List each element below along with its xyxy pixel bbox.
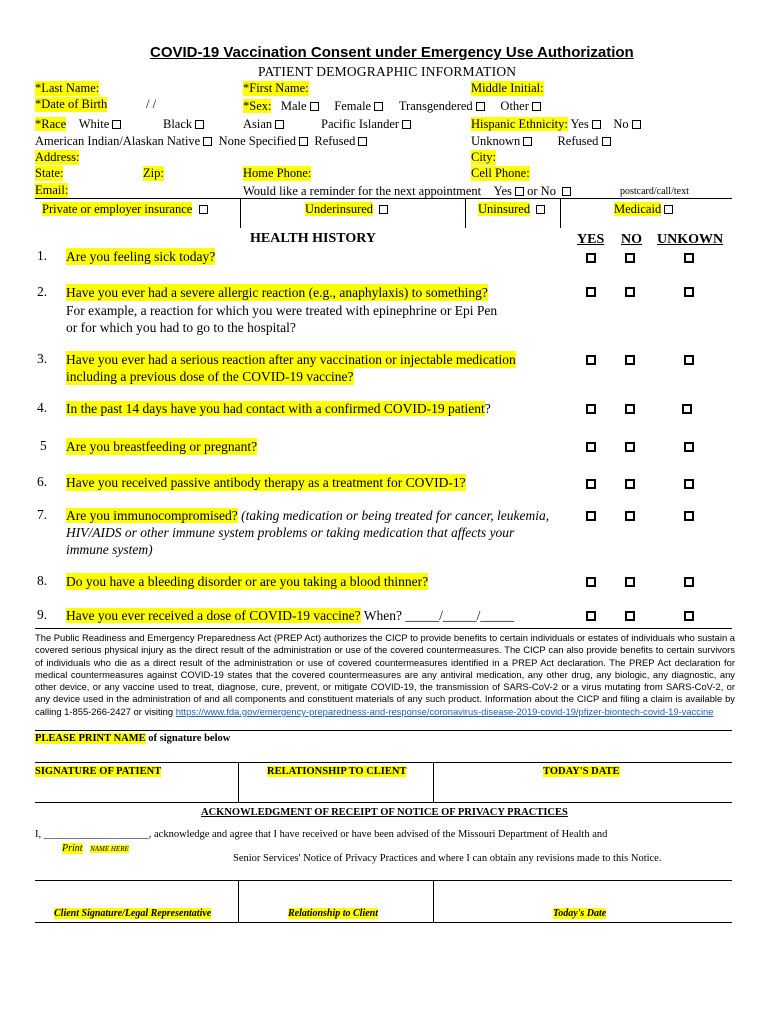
unknown-label: Unknown [471, 134, 521, 148]
white-checkbox[interactable] [112, 120, 121, 129]
other-label: Other [500, 99, 529, 113]
q9-unknown-checkbox[interactable] [684, 611, 694, 621]
insurance-top-line [35, 198, 732, 199]
hispanic-no-label: No [613, 117, 629, 131]
question-1-text: Are you feeling sick today? [66, 249, 216, 264]
reminder-yes-checkbox[interactable] [515, 187, 524, 196]
print-label: Print [62, 843, 83, 854]
q8-yes-checkbox[interactable] [586, 577, 596, 587]
reminder-label: Would like a reminder for the next appointment [243, 184, 482, 198]
question-number: 5 [40, 438, 47, 453]
signature-top-line [35, 730, 732, 731]
male-checkbox[interactable] [310, 102, 319, 111]
question-number: 3. [37, 351, 48, 366]
transgendered-label: Transgendered [398, 99, 473, 113]
signature-row-line [35, 762, 732, 763]
q4-no-checkbox[interactable] [625, 404, 635, 414]
middle-initial-label[interactable]: Middle Initial: [471, 81, 544, 95]
relationship-to-client-label[interactable]: RELATIONSHIP TO CLIENT [267, 766, 407, 777]
dob-slashes: / / [146, 97, 157, 111]
insurance-divider-1 [240, 198, 241, 228]
q9-no-checkbox[interactable] [625, 611, 635, 621]
none-specified-checkbox[interactable] [299, 137, 308, 146]
american-indian-label: American Indian/Alaskan Native [35, 134, 201, 148]
question-2-sub1: For example, a reaction for which you were treated with epinephrine or Epi Pen [66, 303, 498, 318]
question-number: 8. [37, 573, 48, 588]
client-signature-label[interactable]: Client Signature/Legal Representative [54, 908, 212, 919]
transgendered-checkbox[interactable] [476, 102, 485, 111]
black-label: Black [163, 117, 193, 131]
todays-date-label[interactable]: TODAY'S DATE [543, 766, 620, 777]
q2-unknown-checkbox[interactable] [684, 287, 694, 297]
col-unknown: UNKOWN [657, 232, 724, 247]
female-label: Female [334, 99, 372, 113]
question-3-text: Have you ever had a serious reaction after any vaccination or injectable medication [66, 352, 516, 367]
question-number: 1. [37, 248, 48, 263]
black-checkbox[interactable] [195, 120, 204, 129]
question-number: 2. [37, 284, 48, 299]
q2-yes-checkbox[interactable] [586, 287, 596, 297]
question-number: 7. [37, 507, 48, 522]
question-4-main: In the past 14 days have you had contact with a confirmed COVID-19 patient [66, 401, 485, 416]
q3-unknown-checkbox[interactable] [684, 355, 694, 365]
underinsured-label: Underinsured [305, 202, 374, 216]
asian-checkbox[interactable] [275, 120, 284, 129]
race-row [35, 117, 121, 132]
private-insurance-option [42, 202, 208, 217]
email-label[interactable]: Email: [35, 183, 69, 197]
insurance-divider-3 [560, 198, 561, 228]
question-7-sub2: immune system) [66, 542, 153, 557]
sex-label: *Sex: [243, 99, 272, 113]
none-specified-label: None Specified [218, 134, 296, 148]
reminder-row [243, 184, 571, 199]
q3-yes-checkbox[interactable] [586, 355, 596, 365]
privacy-sig-line [35, 880, 732, 881]
question-9-text [66, 607, 514, 624]
last-name-label[interactable]: *Last Name: [35, 81, 100, 95]
q2-no-checkbox[interactable] [625, 287, 635, 297]
signature-divider-2 [433, 762, 434, 802]
q5-unknown-checkbox[interactable] [684, 442, 694, 452]
question-4-tail: ? [484, 401, 491, 416]
q8-unknown-checkbox[interactable] [684, 577, 694, 587]
q7-no-checkbox[interactable] [625, 511, 635, 521]
white-label: White [78, 117, 110, 131]
date-label[interactable]: Today's Date [553, 908, 607, 919]
private-insurance-label: Private or employer insurance [42, 202, 193, 216]
reminder-or: or [527, 184, 538, 198]
refused-checkbox[interactable] [358, 137, 367, 146]
pacific-islander-label: Pacific Islander [321, 117, 400, 131]
asian-label: Asian [243, 117, 273, 131]
uninsured-checkbox[interactable] [536, 205, 545, 214]
hispanic-ethnicity-label: Hispanic Ethnicity: [471, 117, 568, 131]
race-row-2 [35, 134, 367, 149]
dob-label[interactable]: *Date of Birth [35, 97, 108, 111]
female-checkbox[interactable] [374, 102, 383, 111]
privacy-line-2: Senior Services' Notice of Privacy Practices and where I can obtain any revisions made to this Notice. [233, 853, 662, 864]
signature-divider-1 [238, 762, 239, 802]
print-name-suffix: of signature below [145, 733, 231, 744]
col-yes: YES [577, 232, 605, 247]
race-label: *Race [35, 117, 67, 131]
privacy-divider-1 [238, 880, 239, 922]
hispanic-yes-checkbox[interactable] [592, 120, 601, 129]
form-title: COVID-19 Vaccination Consent under Emergency Use Authorization [150, 44, 634, 61]
insurance-divider-2 [465, 198, 466, 228]
sex-row [243, 99, 541, 114]
q1-no-checkbox[interactable] [625, 253, 635, 263]
refused2-checkbox[interactable] [602, 137, 611, 146]
prep-act-paragraph [35, 632, 735, 718]
q8-no-checkbox[interactable] [625, 577, 635, 587]
demographics-heading: PATIENT DEMOGRAPHIC INFORMATION [258, 64, 517, 79]
pacific-islander-checkbox[interactable] [402, 120, 411, 129]
other-checkbox[interactable] [532, 102, 541, 111]
question-3-text2: including a previous dose of the COVID-19 vaccine? [66, 369, 354, 384]
legal-top-line [35, 628, 732, 629]
home-phone-label[interactable]: Home Phone: [243, 166, 312, 180]
privacy-top-line [35, 802, 732, 803]
question-7-tail: (taking medication or being treated for cancer, leukemia, [237, 508, 550, 523]
question-2-sub2: or for which you had to go to the hospital? [66, 320, 296, 335]
question-number: 4. [37, 400, 48, 415]
question-5-text: Are you breastfeeding or pregnant? [66, 439, 258, 454]
hispanic-row [471, 117, 641, 132]
name-here-label: NAME HERE [90, 845, 129, 853]
question-7-main: Are you immunocompromised? [66, 508, 238, 523]
medicaid-option [614, 202, 673, 217]
q4-unknown-checkbox[interactable] [682, 404, 692, 414]
col-no: NO [621, 232, 642, 247]
state-label[interactable]: State: [35, 166, 64, 180]
q9-yes-checkbox[interactable] [586, 611, 596, 621]
reminder-no-label: No [540, 184, 556, 198]
private-insurance-checkbox[interactable] [199, 205, 208, 214]
relationship-label[interactable]: Relationship to Client [288, 908, 379, 919]
american-indian-checkbox[interactable] [203, 137, 212, 146]
q5-yes-checkbox[interactable] [586, 442, 596, 452]
question-7-text [66, 507, 549, 524]
q1-unknown-checkbox[interactable] [684, 253, 694, 263]
cell-phone-label[interactable]: Cell Phone: [471, 166, 530, 180]
city-label[interactable]: City: [471, 150, 497, 164]
hispanic-no-checkbox[interactable] [632, 120, 641, 129]
black-option [163, 117, 204, 132]
question-number: 9. [37, 607, 48, 622]
print-name-label: PLEASE PRINT NAME [35, 733, 146, 744]
q1-yes-checkbox[interactable] [586, 253, 596, 263]
question-2-text: Have you ever had a severe allergic reaction (e.g., anaphylaxis) to something? [66, 285, 488, 300]
question-9-tail: When? _____/_____/_____ [360, 608, 515, 623]
zip-label[interactable]: Zip: [143, 166, 164, 180]
asian-option [243, 117, 284, 132]
reminder-yes-label: Yes [493, 184, 512, 198]
q6-no-checkbox[interactable] [625, 479, 635, 489]
q6-unknown-checkbox[interactable] [684, 479, 694, 489]
q5-no-checkbox[interactable] [625, 442, 635, 452]
address-label[interactable]: Address: [35, 150, 80, 164]
uninsured-label: Uninsured [478, 202, 531, 216]
underinsured-checkbox[interactable] [379, 205, 388, 214]
privacy-bottom-line [35, 922, 732, 923]
pacific-islander-option [321, 117, 411, 132]
male-label: Male [280, 99, 307, 113]
signature-of-patient-label[interactable]: SIGNATURE OF PATIENT [35, 766, 162, 777]
uninsured-option [478, 202, 545, 217]
print-name-row [35, 733, 230, 744]
q7-yes-checkbox[interactable] [586, 511, 596, 521]
refused-label: Refused [314, 134, 356, 148]
fda-link[interactable]: https://www.fda.gov/emergency-preparedness-and-response/coronavirus-disease-2019-covid-19/pfizer-biontech-covid-19-vaccine [175, 705, 714, 717]
question-8-text: Do you have a bleeding disorder or are you taking a blood thinner? [66, 574, 429, 589]
question-number: 6. [37, 474, 48, 489]
underinsured-option [305, 202, 388, 217]
unknown-checkbox[interactable] [523, 137, 532, 146]
question-9-main: Have you ever received a dose of COVID-19 vaccine? [66, 608, 361, 623]
q4-yes-checkbox[interactable] [586, 404, 596, 414]
privacy-line-1: I, ____________________, acknowledge and agree that I have received or have been advised of the Missouri Department of Health and [35, 829, 608, 840]
hispanic-yes-label: Yes [570, 117, 589, 131]
privacy-heading: ACKNOWLEDGMENT OF RECEIPT OF NOTICE OF PRIVACY PRACTICES [201, 807, 568, 818]
q6-yes-checkbox[interactable] [586, 479, 596, 489]
question-4-text [66, 400, 491, 417]
q3-no-checkbox[interactable] [625, 355, 635, 365]
health-history-heading: HEALTH HISTORY [250, 231, 376, 246]
first-name-label[interactable]: *First Name: [243, 81, 309, 95]
refused2-label: Refused [557, 134, 599, 148]
question-7-sub1: HIV/AIDS or other immune system problems or taking medication that affects your [66, 525, 515, 540]
print-name-here[interactable] [62, 843, 129, 854]
reminder-methods: postcard/call/text [620, 186, 689, 197]
medicaid-label: Medicaid [614, 202, 662, 216]
question-6-text: Have you received passive antibody therapy as a treatment for COVID-1? [66, 475, 466, 490]
medicaid-checkbox[interactable] [664, 205, 673, 214]
hispanic-row-2 [471, 134, 611, 149]
q7-unknown-checkbox[interactable] [684, 511, 694, 521]
reminder-no-checkbox[interactable] [562, 187, 571, 196]
privacy-divider-2 [433, 880, 434, 922]
legal-text: The Public Readiness and Emergency Preparedness Act (PREP Act) authorizes the CICP to provide benefits to certain individuals or estates of individuals who sustain a covered serious physical injury as the direct result of the administration or use of the covered countermeasures. The CICP can also provide benefits to certain survivors of individuals who die as a direct result of the administration or use of covered countermeasures identified in a PREP Act declaration. The PREP Act declaration for medical countermeasures against COVID-19 states that the covered countermeasures are any antiviral medication, any other drug, any biologic, any diagnostic, any other device, or any vaccine used to treat, diagnose, cure, prevent, or mitigate COVID-19, the transmission of SARS-CoV-2 or a virus mutating from SARS-CoV-2, or any device used in the administration of and all components and constituent materials of any such product. Information about the CICP and filing a claim is available by calling 1-855-266-2427 or visiting [35, 632, 735, 717]
